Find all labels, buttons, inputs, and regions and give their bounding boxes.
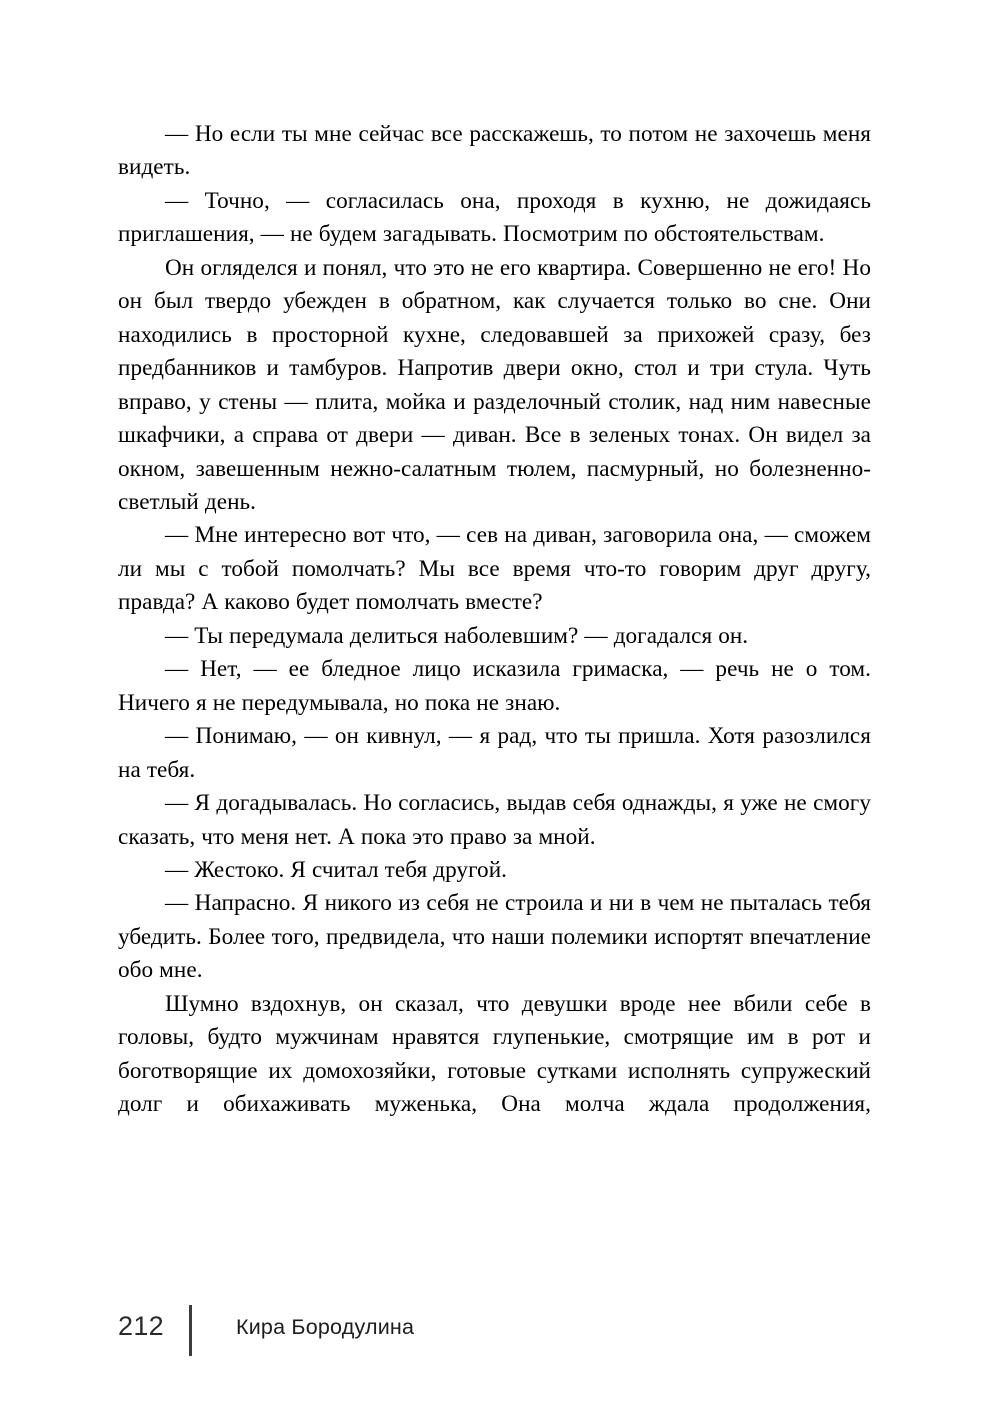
author-name: Кира Бородулина bbox=[236, 1315, 415, 1339]
paragraph: — Точно, — согласилась она, проходя в кухню, не дожидаясь приглашения, — не будем загадывать. Посмотрим по обстоятельствам. bbox=[118, 187, 871, 248]
paragraph: — Понимаю, — он кивнул, — я рад, что ты пришла. Хотя разозлился на тебя. bbox=[118, 723, 871, 783]
paragraph: — Жестоко. Я считал тебя другой. bbox=[165, 856, 507, 883]
page-footer bbox=[0, 1300, 1005, 1364]
paragraph: Шумно вздохнув, он сказал, что девушки вроде нее вбили себе в головы, будто мужчинам нравятся глупенькие, смотрящие им в рот и боготворящие их домохозяйки, готовые сутками исполнять супружеский долг и обихаживать муженька, Она молча ждала продолжения, bbox=[118, 990, 871, 1118]
paragraph: Он огляделся и понял, что это не его квартира. Совершенно не его! Но он был твердо убежден в обратном, как случается только во сне. Они находились в просторной кухне, следовавшей за прихожей сразу, без предбанников и тамбуров. Напротив двери окно, стол и три стула. Чуть вправо, у стены — плита, мойка и разделочный столик, над ним навесные шкафчики, а справа от двери — диван. Все в зеленых тонах. Он видел за окном, завешенным нежно-салатным тюлем, пасмурный, но болезненно-светлый день. bbox=[118, 254, 871, 515]
paragraph: — Я догадывалась. Но согласись, выдав себя однажды, я уже не смогу сказать, что меня нет. А пока это право за мной. bbox=[118, 790, 871, 850]
paragraph: — Мне интересно вот что, — сев на диван, заговорила она, — сможем ли мы с тобой помолчать? Мы все время что-то говорим друг другу, правда? А каково будет помолчать вместе? bbox=[118, 522, 871, 616]
paragraph: — Но если ты мне сейчас все расскажешь, то потом не захочешь меня видеть. bbox=[118, 121, 871, 181]
footer-divider bbox=[189, 1305, 192, 1356]
page-text-column bbox=[118, 118, 871, 1122]
page-number: 212 bbox=[118, 1311, 164, 1341]
paragraph: — Напрасно. Я никого из себя не строила и ни в чем не пыталась тебя убедить. Более того, предвидела, что наши полемики испортят впечатление обо мне. bbox=[118, 890, 871, 984]
paragraph: — Ты передумала делиться наболевшим? — догадался он. bbox=[165, 622, 749, 649]
paragraph: — Нет, — ее бледное лицо исказила гримаска, — речь не о том. Ничего я не передумывала, но пока не знаю. bbox=[118, 656, 871, 716]
